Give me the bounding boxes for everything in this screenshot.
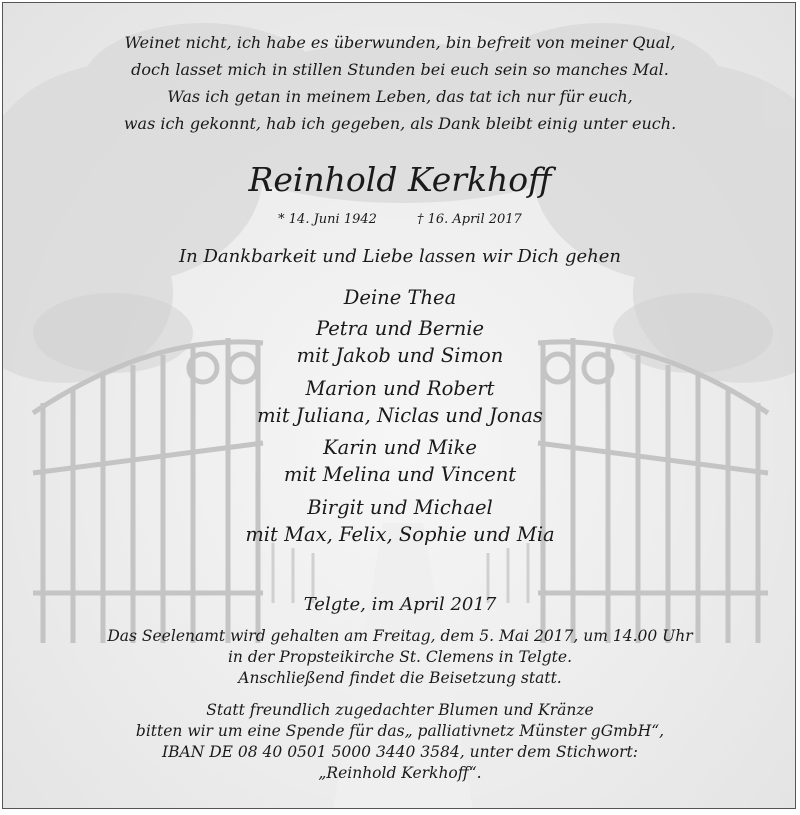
obituary-card xyxy=(2,2,796,809)
poem-line: Weinet nicht, ich habe es überwunden, bin befreit von meiner Qual, xyxy=(124,33,676,52)
birth-date: * 14. Juni 1942 xyxy=(278,212,377,227)
service-line: Das Seelenamt wird gehalten am Freitag, dem 5. Mai 2017, um 14.00 Uhr xyxy=(107,627,693,645)
farewell-text: In Dankbarkeit und Liebe lassen wir Dich gehen xyxy=(179,246,621,267)
death-date: † 16. April 2017 xyxy=(416,212,522,227)
family-line: Deine Thea xyxy=(343,286,457,309)
family-line: mit Juliana, Niclas und Jonas xyxy=(257,404,543,427)
family-line: mit Max, Felix, Sophie und Mia xyxy=(245,523,555,546)
donation-line: IBAN DE 08 40 0501 5000 3440 3584, unter dem Stichwort: xyxy=(162,743,638,761)
poem-line: was ich gekonnt, hab ich gegeben, als Dank bleibt einig unter euch. xyxy=(123,114,677,133)
deceased-name: Reinhold Kerkhoff xyxy=(248,160,552,199)
family-line: Birgit und Michael xyxy=(307,496,493,519)
place-date: Telgte, im April 2017 xyxy=(303,594,497,615)
family-line: Karin und Mike xyxy=(323,436,477,459)
obituary-text xyxy=(3,3,796,809)
service-line: in der Propsteikirche St. Clemens in Telgte. xyxy=(227,648,573,666)
poem-line: doch lasset mich in stillen Stunden bei euch sein so manches Mal. xyxy=(131,60,669,79)
family-line: mit Jakob und Simon xyxy=(296,344,504,367)
family-line: Marion und Robert xyxy=(305,377,495,400)
service-line: Anschließend findet die Beisetzung statt. xyxy=(238,669,562,687)
donation-line: „Reinhold Kerkhoff“. xyxy=(318,764,482,782)
family-line: mit Melina und Vincent xyxy=(283,463,517,486)
family-line: Petra und Bernie xyxy=(315,317,485,340)
poem-line: Was ich getan in meinem Leben, das tat ich nur für euch, xyxy=(167,87,633,106)
life-dates xyxy=(3,212,796,227)
donation-line: Statt freundlich zugedachter Blumen und Kränze xyxy=(206,701,594,719)
donation-line: bitten wir um eine Spende für das„ palliativnetz Münster gGmbH“, xyxy=(135,722,665,740)
